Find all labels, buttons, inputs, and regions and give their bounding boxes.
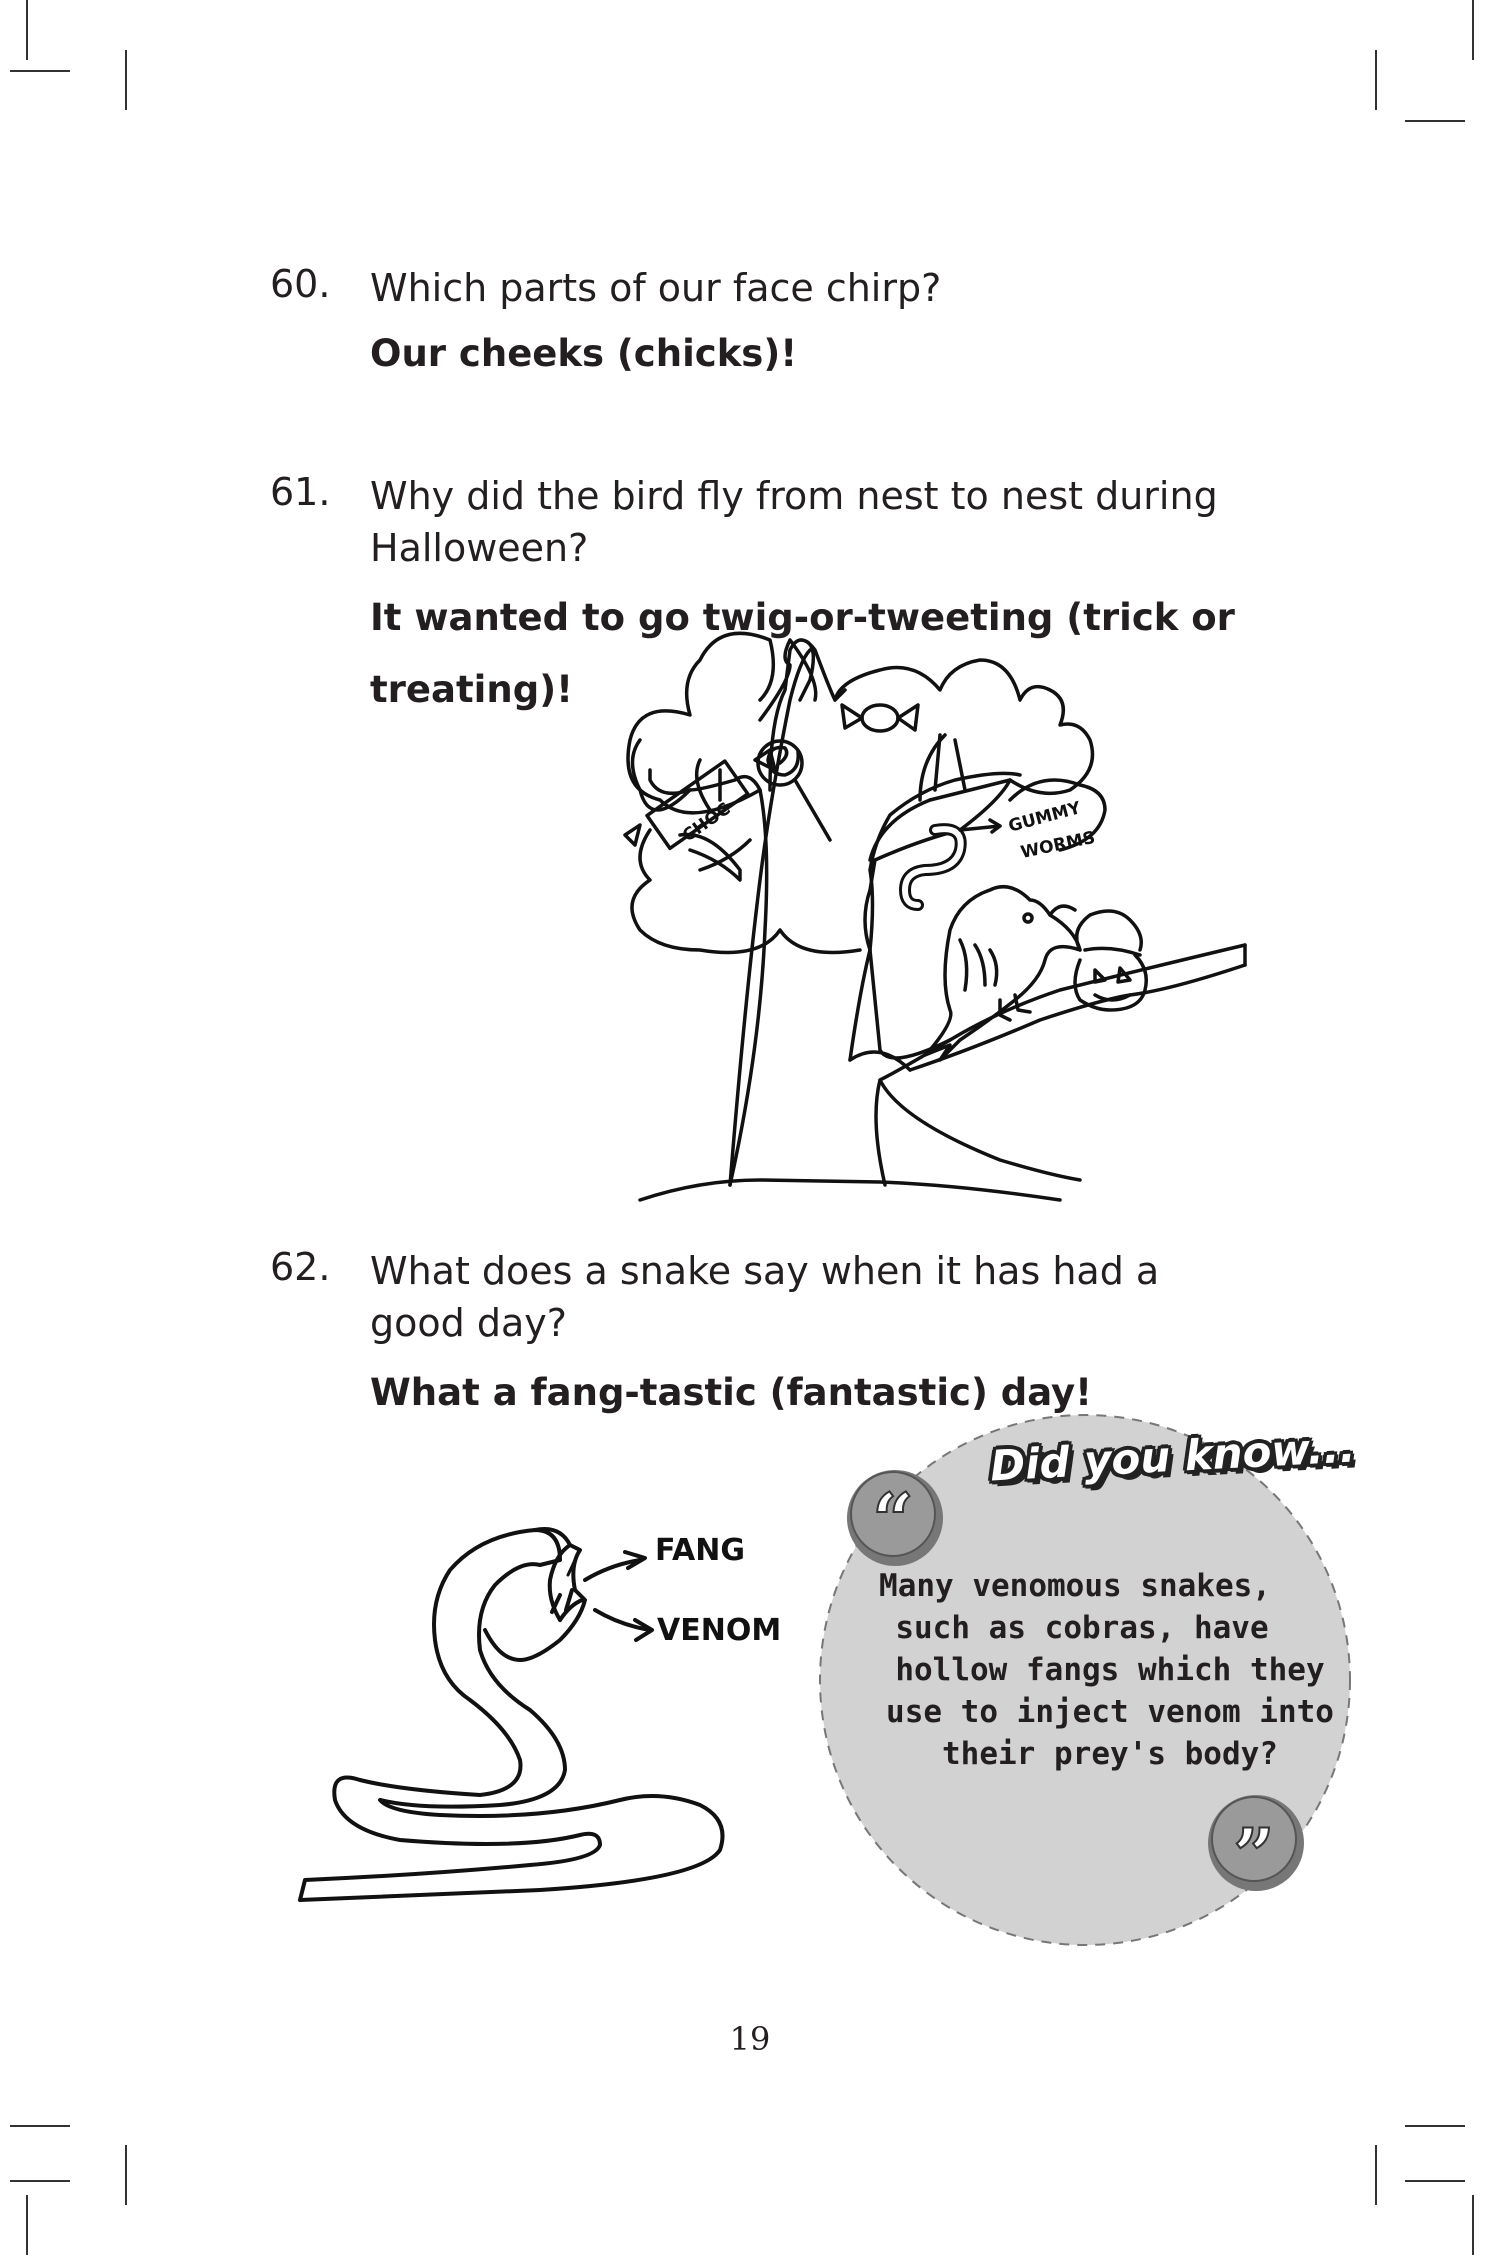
svg-text:“: “ bbox=[872, 1477, 914, 1562]
joke-number: 60. bbox=[270, 262, 331, 306]
answer-line: It wanted to go twig-or-tweeting (trick or bbox=[370, 596, 1235, 639]
question-line: Why did the bird fly from nest to nest during bbox=[370, 474, 1218, 518]
gummy-label: GUMMY bbox=[1006, 798, 1083, 837]
choc-label: CHOC bbox=[678, 799, 735, 847]
page-number: 19 bbox=[729, 2020, 771, 2058]
fact-line: hollow fangs which they bbox=[895, 1652, 1325, 1688]
question-line: Halloween? bbox=[370, 526, 589, 570]
fact-line: their prey's body? bbox=[942, 1736, 1278, 1772]
open-quote-icon bbox=[847, 1470, 943, 1566]
did-you-know-title: Did you know... bbox=[988, 1422, 1357, 1491]
answer-line: treating)! bbox=[370, 668, 573, 711]
fact-line: Many venomous snakes, bbox=[879, 1568, 1271, 1604]
svg-text:”: ” bbox=[1233, 1812, 1275, 1897]
question-line: What does a snake say when it has had a bbox=[370, 1249, 1160, 1293]
question-line: Which parts of our face chirp? bbox=[370, 266, 942, 310]
fang-label: FANG bbox=[655, 1533, 745, 1568]
joke-number: 61. bbox=[270, 470, 331, 514]
worms-label: WORMS bbox=[1018, 827, 1097, 863]
question-line: good day? bbox=[370, 1301, 567, 1345]
venom-label: VENOM bbox=[657, 1613, 782, 1648]
answer-line: What a fang-tastic (fantastic) day! bbox=[370, 1371, 1093, 1414]
answer-line: Our cheeks (chicks)! bbox=[370, 332, 798, 375]
did-you-know-text bbox=[860, 1565, 1340, 1775]
fact-line: use to inject venom into bbox=[886, 1694, 1334, 1730]
fact-line: such as cobras, have bbox=[895, 1610, 1269, 1646]
joke-number: 62. bbox=[270, 1245, 331, 1289]
